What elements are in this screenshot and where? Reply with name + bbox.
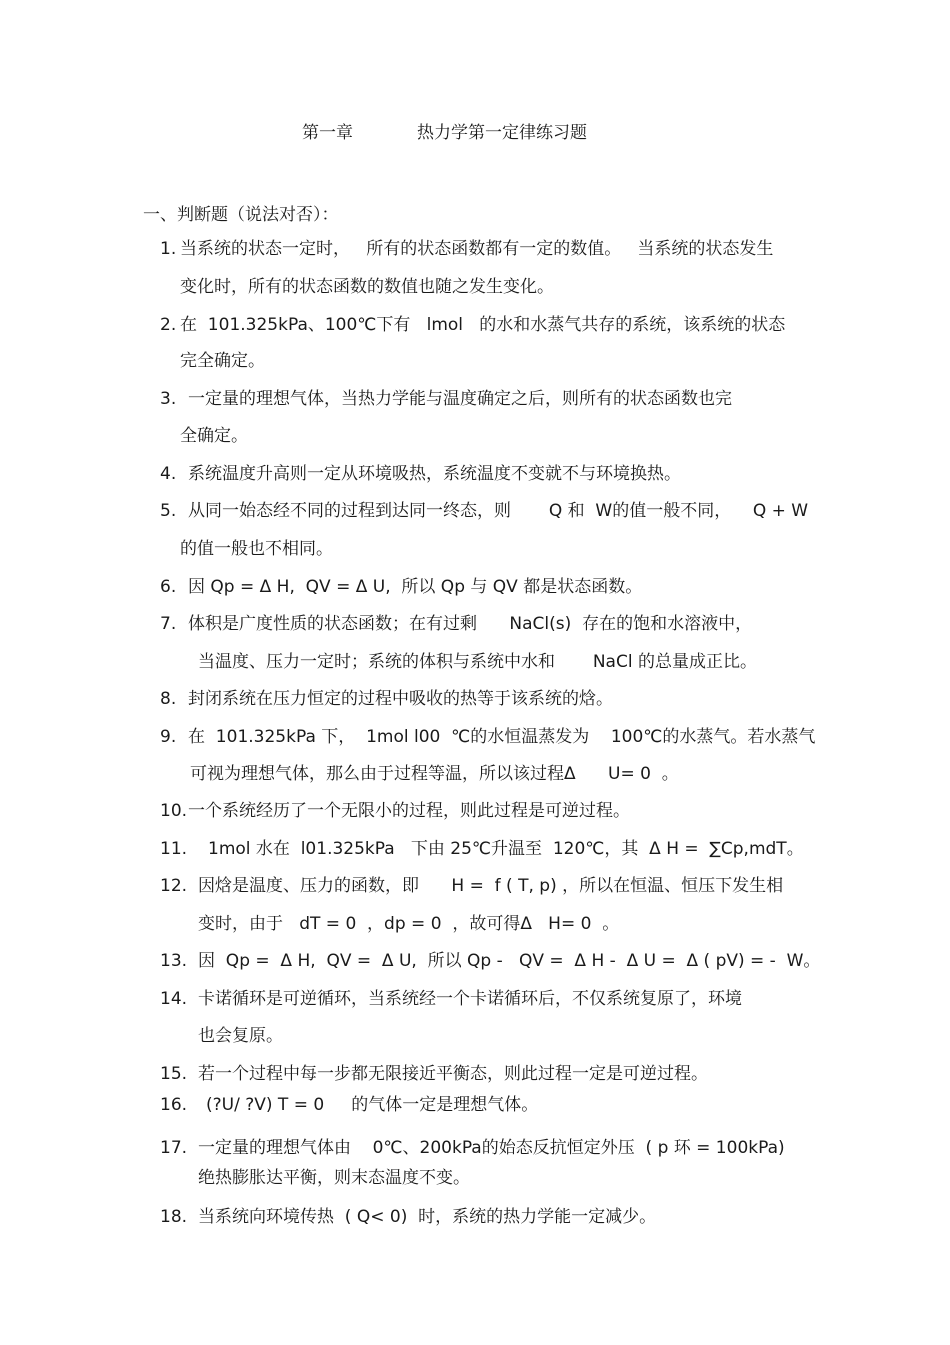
item-line: 变化时，所有的状态函数的数值也随之发生变化。	[180, 277, 554, 297]
item-number: 17.	[160, 1138, 188, 1158]
item-line: 可视为理想气体，那么由于过程等温，所以该过程Δ U= 0 。	[190, 764, 679, 784]
item-number: 7.	[160, 614, 177, 634]
item-line: 变时，由于 dT = 0 ，dp = 0 ，故可得Δ H= 0 。	[198, 914, 620, 934]
item-line: 绝热膨胀达平衡，则末态温度不变。	[198, 1168, 470, 1188]
item-line: 在 101.325kPa 下， 1mol l00 ℃的水恒温蒸发为 100℃的水蒸气。若水蒸气	[188, 727, 816, 747]
item-line: 若一个过程中每一步都无限接近平衡态，则此过程一定是可逆过程。	[198, 1064, 708, 1084]
item-line: 也会复原。	[198, 1026, 283, 1046]
item-line: 当系统向环境传热 ( Q< 0) 时，系统的热力学能一定减少。	[198, 1207, 657, 1227]
item-line: 当温度、压力一定时；系统的体积与系统中水和 NaCl 的总量成正比。	[198, 652, 757, 672]
item-line: 当系统的状态一定时， 所有的状态函数都有一定的数值。 当系统的状态发生	[180, 239, 774, 259]
item-line: 全确定。	[180, 426, 248, 446]
item-number: 11.	[160, 839, 188, 859]
item-number: 18.	[160, 1207, 188, 1227]
item-number: 6.	[160, 577, 177, 597]
section-heading: 一、判断题（说法对否）：	[143, 205, 339, 225]
item-number: 1.	[160, 239, 177, 259]
item-number: 5.	[160, 501, 177, 521]
item-line: 因 Qp = Δ H, QV = Δ U, 所以 Qp - QV = Δ H - Δ U = Δ ( pV) = - W。	[198, 951, 821, 971]
item-number: 2.	[160, 315, 177, 335]
item-line: 因焓是温度、压力的函数，即 H = f ( T, p) ，所以在恒温、恒压下发生相	[198, 876, 784, 896]
item-line: 一个系统经历了一个无限小的过程，则此过程是可逆过程。	[188, 801, 630, 821]
chapter-name: 热力学第一定律练习题	[417, 123, 587, 143]
item-line: 从同一始态经不同的过程到达同一终态，则 Q 和 W的值一般不同， Q + W	[188, 501, 809, 521]
item-line: 卡诺循环是可逆循环，当系统经一个卡诺循环后，不仅系统复原了，环境	[198, 989, 742, 1009]
item-number: 15.	[160, 1064, 188, 1084]
chapter-number: 第一章	[302, 123, 353, 143]
item-number: 12.	[160, 876, 188, 896]
item-number: 8.	[160, 689, 177, 709]
item-number: 4.	[160, 464, 177, 484]
item-line: 完全确定。	[180, 351, 265, 371]
item-line: 因 Qp = Δ H, QV = Δ U, 所以 Qp 与 QV 都是状态函数。	[188, 577, 643, 597]
item-line: (?U/ ?V) T = 0 的气体一定是理想气体。	[206, 1095, 539, 1115]
item-line: 在 101.325kPa、100℃下有 lmol 的水和水蒸气共存的系统，该系统的状态	[180, 315, 786, 335]
item-number: 14.	[160, 989, 188, 1009]
item-line: 体积是广度性质的状态函数；在有过剩 NaCl(s) 存在的饱和水溶液中，	[188, 614, 753, 634]
item-number: 13.	[160, 951, 188, 971]
item-line: 封闭系统在压力恒定的过程中吸收的热等于该系统的焓。	[188, 689, 613, 709]
item-line: 一定量的理想气体由 0℃、200kPa的始态反抗恒定外压 ( p 环 = 100kPa)	[198, 1138, 785, 1158]
item-number: 3.	[160, 389, 177, 409]
item-line: 的值一般也不相同。	[180, 539, 333, 559]
item-number: 16.	[160, 1095, 188, 1115]
item-number: 9.	[160, 727, 177, 747]
item-line: 1mol 水在 l01.325kPa 下由 25℃升温至 120℃，其 Δ H = ∑Cp,mdT。	[208, 839, 804, 859]
item-number: 10.	[160, 801, 188, 821]
item-line: 一定量的理想气体，当热力学能与温度确定之后，则所有的状态函数也完	[188, 389, 732, 409]
item-line: 系统温度升高则一定从环境吸热，系统温度不变就不与环境换热。	[188, 464, 681, 484]
